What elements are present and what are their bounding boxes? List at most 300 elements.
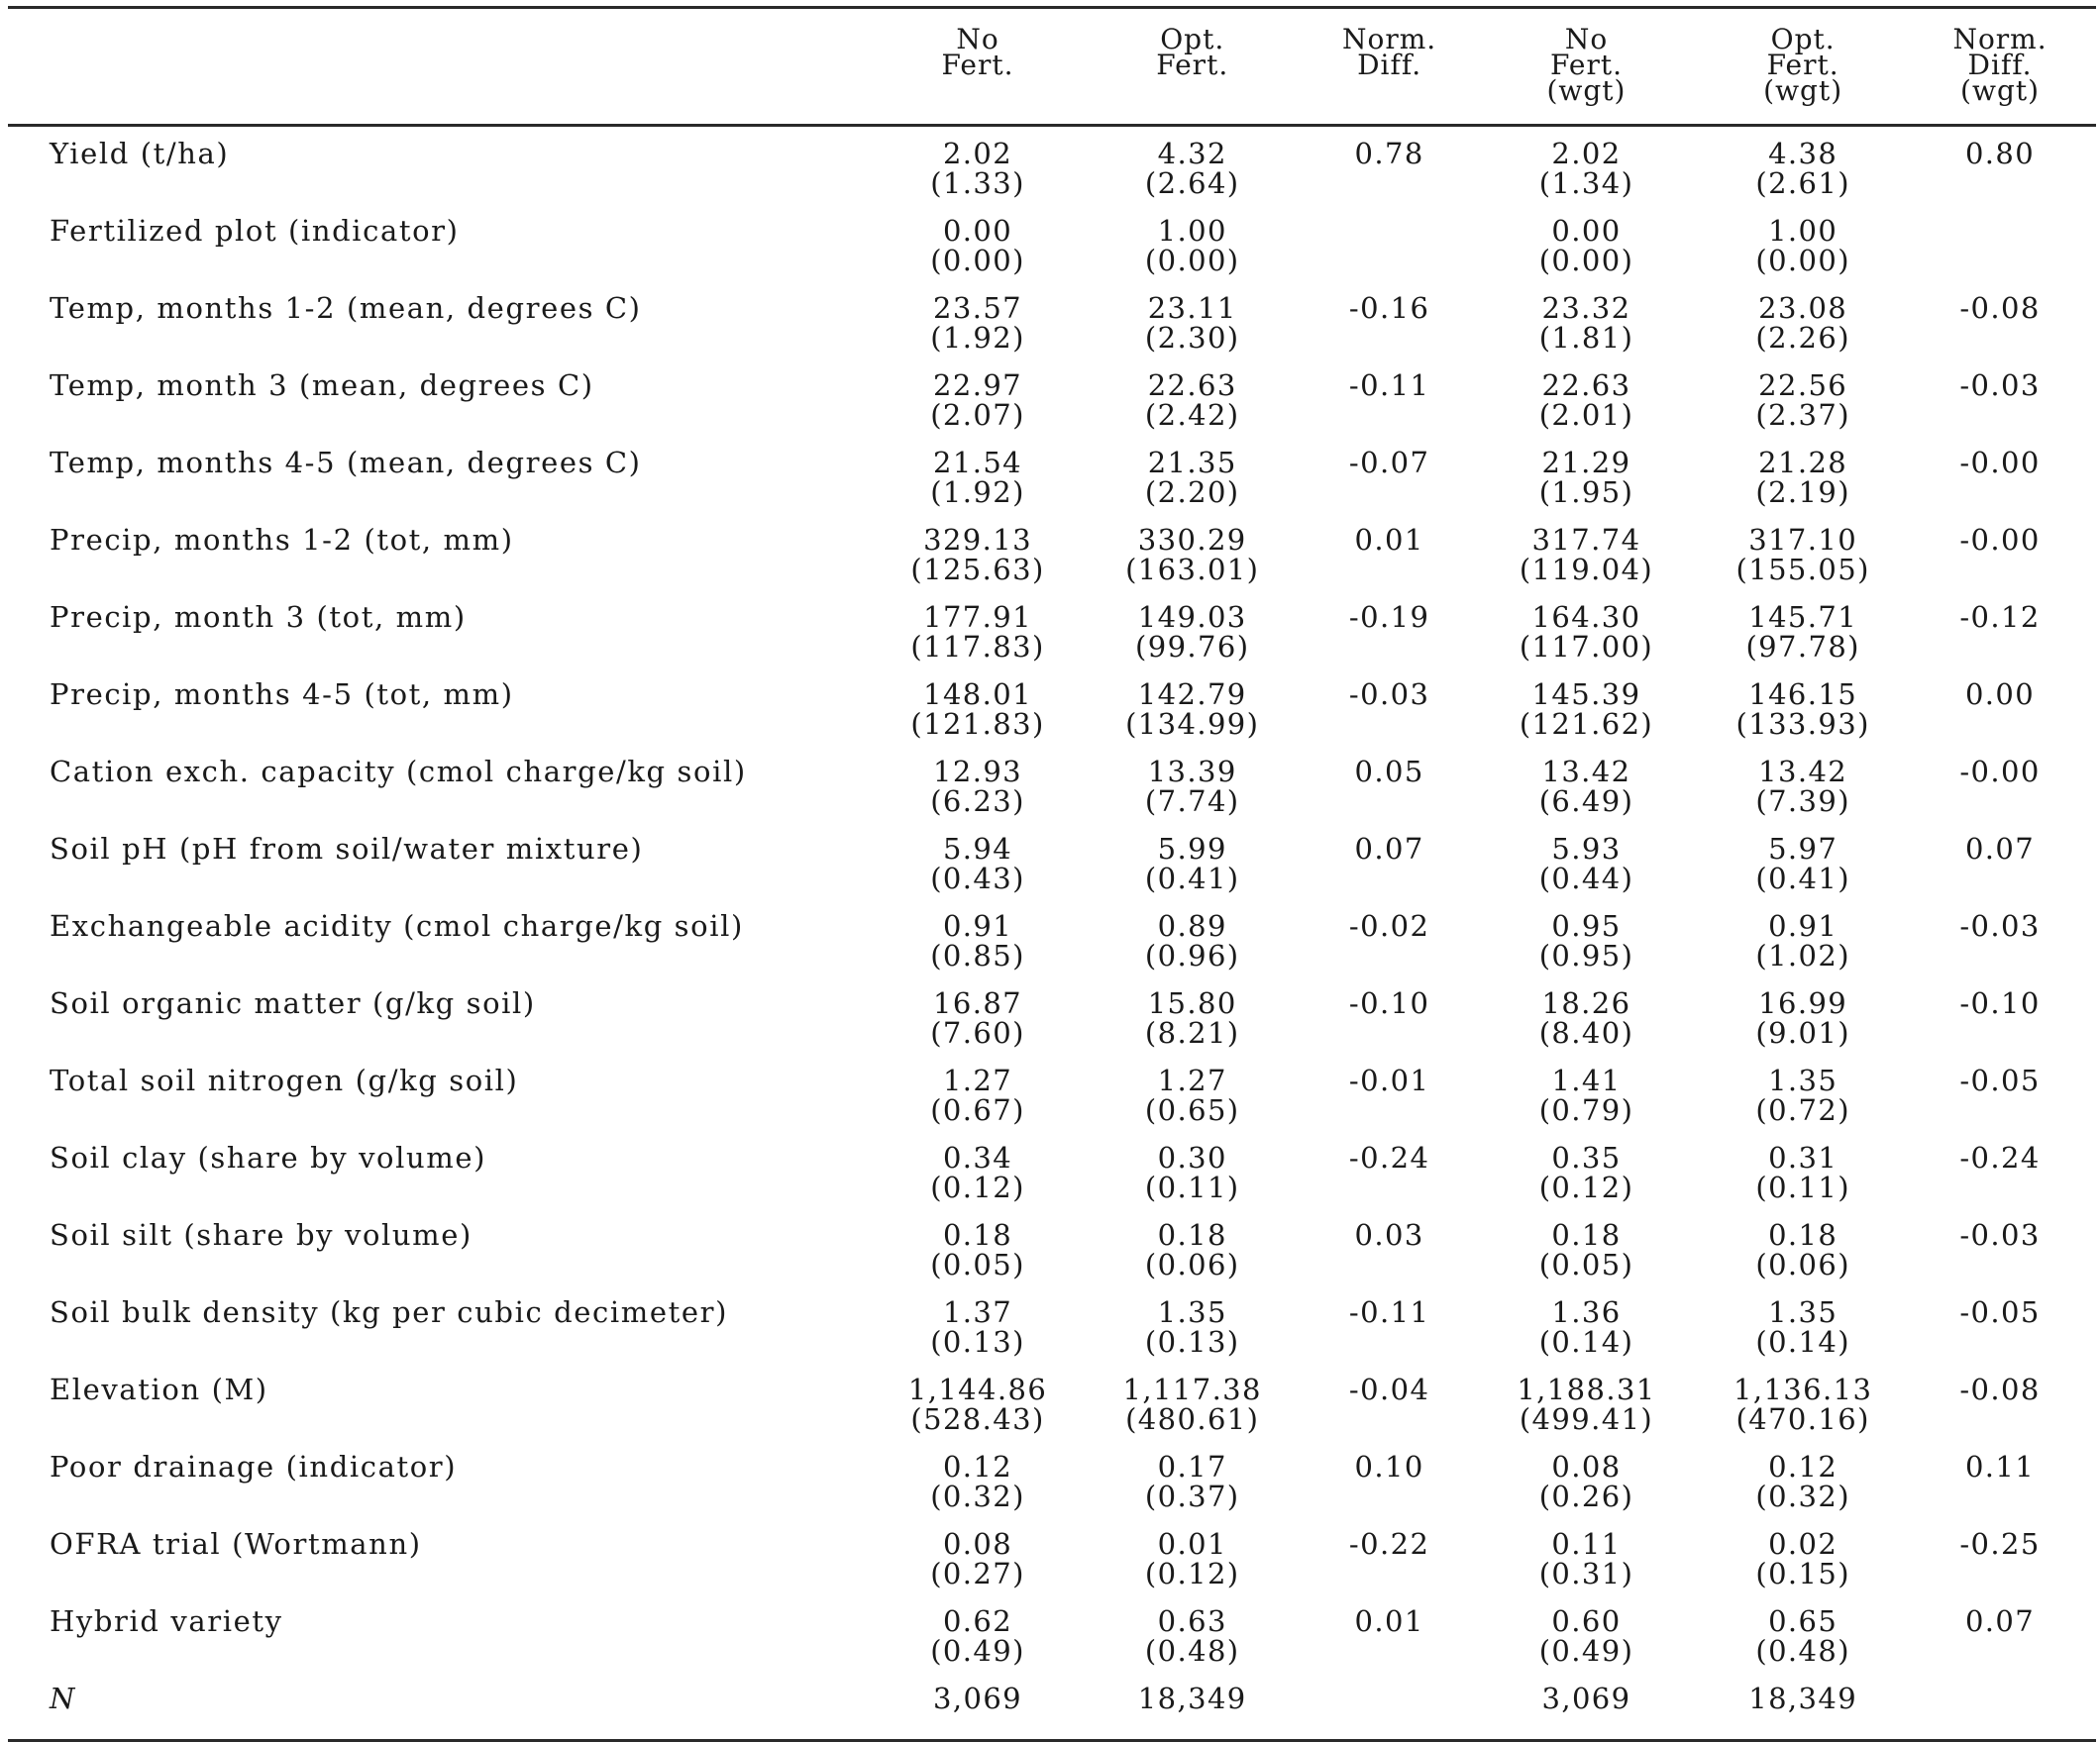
sd-value: (0.13)	[930, 1325, 1025, 1359]
norm-diff-value: -0.03	[1348, 677, 1430, 711]
cell-no-fert-wgt	[1471, 139, 1703, 198]
mean-value: 23.11	[1147, 291, 1237, 325]
cell-norm-diff	[1308, 679, 1470, 709]
table-row	[8, 216, 2096, 293]
mean-value: 0.91	[942, 909, 1013, 943]
cell-no-fert	[879, 370, 1077, 430]
sd-value: (0.31)	[1538, 1557, 1634, 1590]
row-label: Fertilized plot (indicator)	[50, 214, 460, 248]
cell-norm-diff	[1308, 834, 1470, 864]
sd-value: (2.30)	[1144, 321, 1240, 355]
norm-diff-value: -0.10	[1959, 986, 2041, 1020]
cell-no-fert	[879, 757, 1077, 816]
sd-value: (0.00)	[930, 244, 1025, 277]
cell-opt-fert	[1077, 602, 1309, 662]
cell-opt-fert	[1077, 293, 1309, 353]
cell-no-fert	[879, 1220, 1077, 1280]
sd-value: (1.95)	[1538, 475, 1634, 509]
cell-opt-fert-wgt	[1702, 370, 1904, 430]
norm-diff-value: -0.24	[1348, 1141, 1430, 1175]
sd-value: (0.49)	[1538, 1634, 1634, 1668]
row-label: Elevation (M)	[50, 1373, 268, 1406]
cell-opt-fert-wgt	[1702, 139, 1904, 198]
cell-opt-fert	[1077, 448, 1309, 507]
cell-opt-fert-wgt	[1702, 1375, 1904, 1434]
cell-norm-diff	[1308, 139, 1470, 168]
mean-value: 1,188.31	[1517, 1373, 1656, 1406]
mean-value: 21.28	[1758, 446, 1848, 479]
cell-no-fert	[879, 216, 1077, 275]
cell-opt-fert	[1077, 1066, 1309, 1125]
table-row	[8, 1452, 2096, 1529]
mean-value: 330.29	[1137, 523, 1247, 557]
table-row	[8, 1066, 2096, 1143]
row-label: Poor drainage (indicator)	[50, 1450, 458, 1484]
sd-value: (121.62)	[1519, 707, 1654, 741]
table-row	[8, 293, 2096, 370]
sd-value: (163.01)	[1125, 553, 1260, 586]
cell-norm-diff	[1308, 293, 1470, 323]
norm-diff-value: -0.08	[1959, 1373, 2041, 1406]
cell-norm-diff-wgt	[1904, 1220, 2096, 1250]
norm-diff-value: -0.05	[1959, 1295, 2041, 1329]
observation-count: 3,069	[933, 1682, 1023, 1715]
cell-no-fert-wgt	[1471, 602, 1703, 662]
cell-no-fert-wgt	[1471, 757, 1703, 816]
mean-value: 0.60	[1551, 1604, 1622, 1638]
mean-value: 23.32	[1541, 291, 1631, 325]
mean-value: 1.27	[1157, 1064, 1227, 1097]
sd-value: (0.67)	[930, 1093, 1025, 1127]
sd-value: (2.42)	[1144, 398, 1240, 432]
mean-value: 317.10	[1748, 523, 1858, 557]
norm-diff-value: -0.00	[1959, 755, 2041, 788]
mean-value: 0.00	[942, 214, 1013, 248]
mean-value: 177.91	[923, 600, 1032, 634]
cell-opt-fert-wgt	[1702, 216, 1904, 275]
sd-value: (0.41)	[1755, 862, 1850, 895]
cell-norm-diff	[1308, 911, 1470, 941]
cell-no-fert	[879, 1143, 1077, 1202]
sd-value: (0.12)	[930, 1171, 1025, 1204]
cell-n-opt-fert	[1077, 1684, 1309, 1713]
mean-value: 16.87	[933, 986, 1023, 1020]
norm-diff-value: -0.00	[1959, 523, 2041, 557]
header-no-fert-wgt: No Fert. (wgt)	[1546, 23, 1627, 107]
row-label-n: N	[50, 1682, 76, 1715]
sd-value: (0.96)	[1144, 939, 1240, 973]
mean-value: 0.18	[1157, 1218, 1227, 1252]
cell-opt-fert	[1077, 370, 1309, 430]
sd-value: (7.39)	[1755, 784, 1850, 818]
sd-value: (1.92)	[930, 475, 1025, 509]
cell-opt-fert	[1077, 1452, 1309, 1511]
cell-no-fert	[879, 1375, 1077, 1434]
cell-norm-diff-wgt	[1904, 757, 2096, 786]
cell-norm-diff	[1308, 602, 1470, 632]
sd-value: (0.72)	[1755, 1093, 1850, 1127]
mean-value: 1.35	[1768, 1064, 1838, 1097]
cell-opt-fert-wgt	[1702, 1297, 1904, 1357]
norm-diff-value: -0.03	[1959, 368, 2041, 402]
sd-value: (119.04)	[1519, 553, 1654, 586]
mean-value: 22.56	[1758, 368, 1848, 402]
sd-value: (1.02)	[1755, 939, 1850, 973]
mean-value: 4.32	[1157, 137, 1227, 170]
sd-value: (0.06)	[1755, 1248, 1850, 1281]
mean-value: 0.08	[942, 1527, 1013, 1561]
cell-no-fert	[879, 988, 1077, 1048]
cell-opt-fert-wgt	[1702, 293, 1904, 353]
sd-value: (470.16)	[1735, 1402, 1870, 1436]
mean-value: 142.79	[1137, 677, 1247, 711]
norm-diff-value: -0.03	[1959, 909, 2041, 943]
sd-value: (0.11)	[1144, 1171, 1240, 1204]
sd-value: (9.01)	[1755, 1016, 1850, 1050]
mean-value: 22.97	[933, 368, 1023, 402]
cell-opt-fert-wgt	[1702, 602, 1904, 662]
cell-opt-fert	[1077, 139, 1309, 198]
mean-value: 1,117.38	[1122, 1373, 1262, 1406]
observation-count: 18,349	[1137, 1682, 1247, 1715]
norm-diff-value: -0.01	[1348, 1064, 1430, 1097]
sd-value: (1.33)	[930, 166, 1025, 200]
sd-value: (0.05)	[1538, 1248, 1634, 1281]
header-opt-fert: Opt. Fert.	[1156, 23, 1229, 81]
mean-value: 1.35	[1768, 1295, 1838, 1329]
cell-opt-fert	[1077, 1375, 1309, 1434]
mean-value: 23.08	[1758, 291, 1848, 325]
sd-value: (0.05)	[930, 1248, 1025, 1281]
sd-value: (7.60)	[930, 1016, 1025, 1050]
mean-value: 4.38	[1768, 137, 1838, 170]
cell-no-fert-wgt	[1471, 1452, 1703, 1511]
sd-value: (117.00)	[1519, 630, 1654, 664]
cell-norm-diff	[1308, 1452, 1470, 1482]
cell-opt-fert-wgt	[1702, 988, 1904, 1048]
cell-no-fert	[879, 679, 1077, 739]
mean-value: 1.36	[1551, 1295, 1622, 1329]
cell-no-fert-wgt	[1471, 1220, 1703, 1280]
sd-value: (0.00)	[1755, 244, 1850, 277]
sd-value: (117.83)	[910, 630, 1045, 664]
cell-n-no-fert-wgt	[1471, 1684, 1703, 1713]
norm-diff-value: -0.11	[1348, 1295, 1430, 1329]
sd-value: (0.79)	[1538, 1093, 1634, 1127]
row-label: Total soil nitrogen (g/kg soil)	[50, 1064, 519, 1097]
table-row	[8, 602, 2096, 679]
norm-diff-value: -0.19	[1348, 600, 1430, 634]
sd-value: (0.12)	[1144, 1557, 1240, 1590]
norm-diff-value: -0.10	[1348, 986, 1430, 1020]
cell-no-fert-wgt	[1471, 988, 1703, 1048]
cell-no-fert-wgt	[1471, 293, 1703, 353]
cell-norm-diff	[1308, 370, 1470, 400]
sd-value: (528.43)	[910, 1402, 1045, 1436]
sd-value: (0.14)	[1538, 1325, 1634, 1359]
sd-value: (499.41)	[1519, 1402, 1654, 1436]
sd-value: (6.23)	[930, 784, 1025, 818]
norm-diff-value: -0.25	[1959, 1527, 2041, 1561]
norm-diff-value: 0.01	[1354, 523, 1424, 557]
cell-norm-diff-wgt	[1904, 1143, 2096, 1173]
mean-value: 0.91	[1768, 909, 1838, 943]
mean-value: 16.99	[1758, 986, 1848, 1020]
cell-norm-diff	[1308, 1375, 1470, 1404]
mean-value: 0.18	[1768, 1218, 1838, 1252]
table-header	[8, 9, 2096, 124]
norm-diff-value: 0.78	[1354, 137, 1424, 170]
cell-norm-diff-wgt	[1904, 834, 2096, 864]
cell-norm-diff-wgt	[1904, 525, 2096, 555]
cell-norm-diff-wgt	[1904, 1375, 2096, 1404]
mean-value: 0.02	[1768, 1527, 1838, 1561]
sd-value: (2.19)	[1755, 475, 1850, 509]
mean-value: 0.08	[1551, 1450, 1622, 1484]
cell-opt-fert-wgt	[1702, 1452, 1904, 1511]
mean-value: 0.89	[1157, 909, 1227, 943]
sd-value: (2.20)	[1144, 475, 1240, 509]
cell-opt-fert-wgt	[1702, 1606, 1904, 1666]
cell-no-fert	[879, 1452, 1077, 1511]
sd-value: (8.21)	[1144, 1016, 1240, 1050]
sd-value: (0.95)	[1538, 939, 1634, 973]
norm-diff-value: 0.00	[1964, 677, 2036, 711]
cell-opt-fert	[1077, 1606, 1309, 1666]
mean-value: 21.54	[933, 446, 1023, 479]
cell-no-fert-wgt	[1471, 1297, 1703, 1357]
table-body	[8, 127, 2096, 1729]
mean-value: 1.00	[1768, 214, 1838, 248]
cell-no-fert	[879, 911, 1077, 971]
norm-diff-value: 0.07	[1354, 832, 1424, 866]
cell-opt-fert-wgt	[1702, 679, 1904, 739]
row-label: Exchangeable acidity (cmol charge/kg soil)	[50, 909, 744, 943]
cell-no-fert	[879, 1297, 1077, 1357]
observation-count: 18,349	[1748, 1682, 1858, 1715]
norm-diff-value: 0.07	[1964, 832, 2036, 866]
cell-no-fert-wgt	[1471, 1529, 1703, 1588]
cell-norm-diff-wgt	[1904, 1452, 2096, 1482]
cell-opt-fert	[1077, 679, 1309, 739]
cell-opt-fert-wgt	[1702, 1220, 1904, 1280]
observation-count: 3,069	[1541, 1682, 1631, 1715]
cell-no-fert-wgt	[1471, 1606, 1703, 1666]
cell-opt-fert	[1077, 757, 1309, 816]
norm-diff-value: 0.11	[1964, 1450, 2036, 1484]
mean-value: 0.12	[1768, 1450, 1838, 1484]
cell-norm-diff	[1308, 1529, 1470, 1559]
sd-value: (0.00)	[1538, 244, 1634, 277]
cell-no-fert	[879, 602, 1077, 662]
norm-diff-value: 0.05	[1354, 755, 1424, 788]
mean-value: 23.57	[933, 291, 1023, 325]
mean-value: 0.63	[1157, 1604, 1227, 1638]
table-row	[8, 448, 2096, 525]
table-row	[8, 1297, 2096, 1375]
sd-value: (0.13)	[1144, 1325, 1240, 1359]
cell-opt-fert-wgt	[1702, 448, 1904, 507]
norm-diff-value: -0.04	[1348, 1373, 1430, 1406]
cell-norm-diff	[1308, 1606, 1470, 1636]
cell-norm-diff-wgt	[1904, 293, 2096, 323]
row-label: Soil clay (share by volume)	[50, 1141, 487, 1175]
mean-value: 21.35	[1147, 446, 1237, 479]
table-row	[8, 370, 2096, 448]
row-label: Soil organic matter (g/kg soil)	[50, 986, 536, 1020]
row-label: Temp, months 4-5 (mean, degrees C)	[50, 446, 642, 479]
cell-opt-fert-wgt	[1702, 1066, 1904, 1125]
cell-opt-fert	[1077, 834, 1309, 893]
table-row	[8, 1529, 2096, 1606]
cell-norm-diff-wgt	[1904, 1606, 2096, 1636]
row-label: Soil silt (share by volume)	[50, 1218, 472, 1252]
cell-opt-fert	[1077, 911, 1309, 971]
cell-no-fert	[879, 293, 1077, 353]
cell-no-fert-wgt	[1471, 370, 1703, 430]
row-label: Yield (t/ha)	[50, 137, 230, 170]
table-row	[8, 1375, 2096, 1452]
norm-diff-value: 0.10	[1354, 1450, 1424, 1484]
sd-value: (480.61)	[1125, 1402, 1260, 1436]
sd-value: (99.76)	[1135, 630, 1250, 664]
mean-value: 0.31	[1768, 1141, 1838, 1175]
sd-value: (1.34)	[1538, 166, 1634, 200]
cell-opt-fert	[1077, 1529, 1309, 1588]
mean-value: 0.95	[1551, 909, 1622, 943]
sd-value: (7.74)	[1144, 784, 1240, 818]
mean-value: 317.74	[1531, 523, 1641, 557]
cell-no-fert	[879, 139, 1077, 198]
cell-n-no-fert	[879, 1684, 1077, 1713]
summary-statistics-table	[8, 4, 2096, 1742]
cell-opt-fert	[1077, 1297, 1309, 1357]
row-label: Precip, month 3 (tot, mm)	[50, 600, 467, 634]
mean-value: 22.63	[1541, 368, 1631, 402]
sd-value: (0.14)	[1755, 1325, 1850, 1359]
mean-value: 164.30	[1531, 600, 1641, 634]
table-row	[8, 139, 2096, 216]
cell-no-fert	[879, 1529, 1077, 1588]
mean-value: 5.93	[1551, 832, 1622, 866]
mean-value: 0.30	[1157, 1141, 1227, 1175]
cell-opt-fert	[1077, 988, 1309, 1048]
cell-norm-diff-wgt	[1904, 139, 2096, 168]
mean-value: 0.65	[1768, 1604, 1838, 1638]
sd-value: (0.43)	[930, 862, 1025, 895]
sd-value: (97.78)	[1745, 630, 1860, 664]
mean-value: 13.39	[1147, 755, 1237, 788]
header-norm-diff: Norm. Diff.	[1342, 23, 1437, 81]
cell-opt-fert	[1077, 1143, 1309, 1202]
cell-no-fert-wgt	[1471, 834, 1703, 893]
cell-no-fert	[879, 448, 1077, 507]
cell-norm-diff	[1308, 757, 1470, 786]
sd-value: (2.61)	[1755, 166, 1850, 200]
norm-diff-value: 0.01	[1354, 1604, 1424, 1638]
cell-norm-diff	[1308, 988, 1470, 1018]
norm-diff-value: -0.00	[1959, 446, 2041, 479]
table-row	[8, 1220, 2096, 1297]
norm-diff-value: -0.12	[1959, 600, 2041, 634]
mean-value: 1.37	[942, 1295, 1013, 1329]
mean-value: 5.94	[942, 832, 1013, 866]
cell-norm-diff	[1308, 525, 1470, 555]
row-label: Cation exch. capacity (cmol charge/kg soil)	[50, 755, 747, 788]
norm-diff-value: -0.05	[1959, 1064, 2041, 1097]
mean-value: 1,144.86	[907, 1373, 1048, 1406]
cell-opt-fert-wgt	[1702, 1143, 1904, 1202]
mean-value: 0.11	[1551, 1527, 1622, 1561]
mean-value: 1,136.13	[1732, 1373, 1873, 1406]
sd-value: (0.48)	[1144, 1634, 1240, 1668]
cell-opt-fert-wgt	[1702, 1529, 1904, 1588]
row-label: Soil pH (pH from soil/water mixture)	[50, 832, 644, 866]
mean-value: 18.26	[1541, 986, 1631, 1020]
cell-norm-diff-wgt	[1904, 602, 2096, 632]
cell-norm-diff	[1308, 1143, 1470, 1173]
sd-value: (0.12)	[1538, 1171, 1634, 1204]
sd-value: (0.48)	[1755, 1634, 1850, 1668]
sd-value: (0.44)	[1538, 862, 1634, 895]
header-opt-fert-wgt: Opt. Fert. (wgt)	[1763, 23, 1843, 107]
mean-value: 0.18	[1551, 1218, 1622, 1252]
mean-value: 0.34	[942, 1141, 1013, 1175]
mean-value: 0.18	[942, 1218, 1013, 1252]
sd-value: (1.92)	[930, 321, 1025, 355]
mean-value: 148.01	[923, 677, 1032, 711]
cell-norm-diff-wgt	[1904, 448, 2096, 477]
sd-value: (1.81)	[1538, 321, 1634, 355]
table-row	[8, 834, 2096, 911]
cell-no-fert-wgt	[1471, 216, 1703, 275]
sd-value: (0.00)	[1144, 244, 1240, 277]
cell-no-fert-wgt	[1471, 448, 1703, 507]
cell-norm-diff-wgt	[1904, 1529, 2096, 1559]
sd-value: (0.49)	[930, 1634, 1025, 1668]
sd-value: (121.83)	[910, 707, 1045, 741]
header-norm-diff-wgt: Norm. Diff. (wgt)	[1952, 23, 2048, 107]
sd-value: (0.11)	[1755, 1171, 1850, 1204]
cell-no-fert	[879, 525, 1077, 584]
sd-value: (133.93)	[1735, 707, 1870, 741]
cell-no-fert	[879, 1066, 1077, 1125]
cell-n-opt-fert-wgt	[1702, 1684, 1904, 1713]
table-row	[8, 911, 2096, 988]
sd-value: (0.32)	[930, 1480, 1025, 1513]
cell-norm-diff-wgt	[1904, 1297, 2096, 1327]
cell-no-fert-wgt	[1471, 679, 1703, 739]
cell-no-fert-wgt	[1471, 1375, 1703, 1434]
cell-opt-fert	[1077, 216, 1309, 275]
row-label: Soil bulk density (kg per cubic decimeter)	[50, 1295, 729, 1329]
mean-value: 0.35	[1551, 1141, 1622, 1175]
header-no-fert: No Fert.	[941, 23, 1014, 81]
mean-value: 146.15	[1748, 677, 1858, 711]
mean-value: 15.80	[1147, 986, 1237, 1020]
cell-no-fert-wgt	[1471, 525, 1703, 584]
cell-norm-diff	[1308, 1220, 1470, 1250]
mean-value: 22.63	[1147, 368, 1237, 402]
norm-diff-value: -0.02	[1348, 909, 1430, 943]
norm-diff-value: -0.11	[1348, 368, 1430, 402]
row-label: Precip, months 4-5 (tot, mm)	[50, 677, 514, 711]
table-row	[8, 757, 2096, 834]
table-row-n	[8, 1684, 2096, 1729]
mean-value: 1.41	[1551, 1064, 1622, 1097]
mean-value: 5.97	[1768, 832, 1838, 866]
mean-value: 12.93	[933, 755, 1023, 788]
